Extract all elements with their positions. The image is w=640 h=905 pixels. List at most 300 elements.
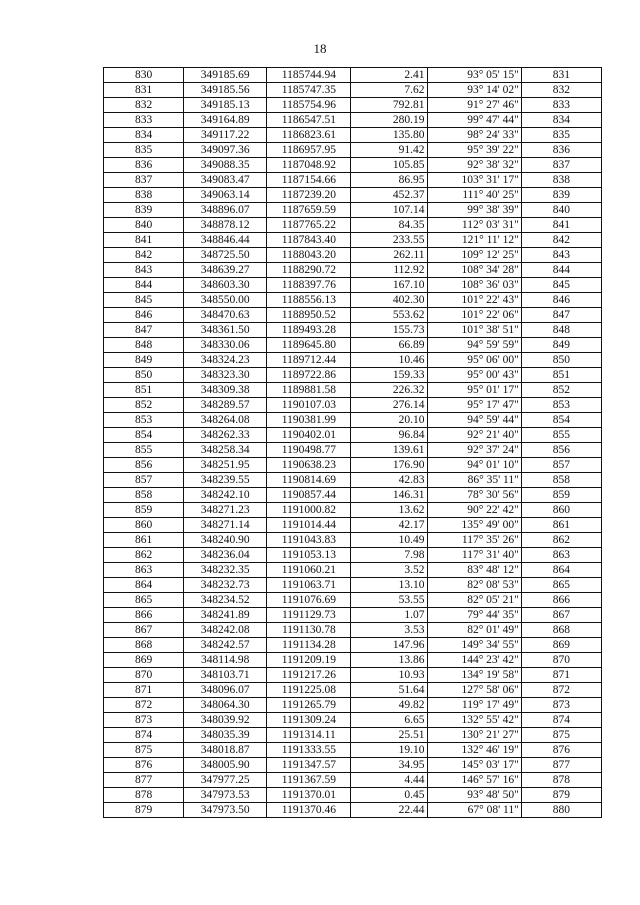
point-from-cell: 837 bbox=[104, 173, 184, 188]
point-from-cell: 833 bbox=[104, 113, 184, 128]
segment-length-cell: 139.61 bbox=[351, 443, 427, 458]
segment-length-cell: 4.44 bbox=[351, 773, 427, 788]
x-coordinate-cell: 348289.57 bbox=[184, 398, 267, 413]
bearing-angle-cell: 93° 14' 02" bbox=[427, 83, 521, 98]
point-from-cell: 843 bbox=[104, 263, 184, 278]
page-number: 18 bbox=[313, 41, 327, 56]
segment-length-cell: 51.64 bbox=[351, 683, 427, 698]
y-coordinate-cell: 1187154.66 bbox=[267, 173, 351, 188]
bearing-angle-cell: 121° 11' 12" bbox=[427, 233, 521, 248]
point-to-cell: 843 bbox=[521, 248, 601, 263]
table-row bbox=[104, 248, 602, 263]
table-row bbox=[104, 353, 602, 368]
bearing-angle-cell: 93° 05' 15" bbox=[427, 68, 521, 83]
table-row bbox=[104, 143, 602, 158]
x-coordinate-cell: 348234.52 bbox=[184, 593, 267, 608]
point-from-cell: 871 bbox=[104, 683, 184, 698]
point-from-cell: 842 bbox=[104, 248, 184, 263]
segment-length-cell: 276.14 bbox=[351, 398, 427, 413]
table-row bbox=[104, 278, 602, 293]
table-row bbox=[104, 323, 602, 338]
segment-length-cell: 233.55 bbox=[351, 233, 427, 248]
point-to-cell: 835 bbox=[521, 128, 601, 143]
point-from-cell: 839 bbox=[104, 203, 184, 218]
table-row bbox=[104, 518, 602, 533]
point-from-cell: 845 bbox=[104, 293, 184, 308]
x-coordinate-cell: 348018.87 bbox=[184, 743, 267, 758]
table-row bbox=[104, 173, 602, 188]
point-to-cell: 842 bbox=[521, 233, 601, 248]
segment-length-cell: 7.98 bbox=[351, 548, 427, 563]
point-from-cell: 840 bbox=[104, 218, 184, 233]
y-coordinate-cell: 1187765.22 bbox=[267, 218, 351, 233]
segment-length-cell: 34.95 bbox=[351, 758, 427, 773]
point-from-cell: 849 bbox=[104, 353, 184, 368]
x-coordinate-cell: 348251.95 bbox=[184, 458, 267, 473]
point-to-cell: 840 bbox=[521, 203, 601, 218]
point-to-cell: 880 bbox=[521, 803, 601, 818]
point-to-cell: 879 bbox=[521, 788, 601, 803]
x-coordinate-cell: 348361.50 bbox=[184, 323, 267, 338]
segment-length-cell: 25.51 bbox=[351, 728, 427, 743]
y-coordinate-cell: 1186823.61 bbox=[267, 128, 351, 143]
point-from-cell: 870 bbox=[104, 668, 184, 683]
x-coordinate-cell: 348240.90 bbox=[184, 533, 267, 548]
y-coordinate-cell: 1188290.72 bbox=[267, 263, 351, 278]
x-coordinate-cell: 348550.00 bbox=[184, 293, 267, 308]
point-from-cell: 852 bbox=[104, 398, 184, 413]
bearing-angle-cell: 67° 08' 11" bbox=[427, 803, 521, 818]
segment-length-cell: 10.46 bbox=[351, 353, 427, 368]
bearing-angle-cell: 108° 34' 28" bbox=[427, 263, 521, 278]
segment-length-cell: 280.19 bbox=[351, 113, 427, 128]
point-to-cell: 873 bbox=[521, 698, 601, 713]
point-from-cell: 838 bbox=[104, 188, 184, 203]
point-from-cell: 846 bbox=[104, 308, 184, 323]
point-from-cell: 834 bbox=[104, 128, 184, 143]
y-coordinate-cell: 1190107.03 bbox=[267, 398, 351, 413]
x-coordinate-cell: 347973.53 bbox=[184, 788, 267, 803]
x-coordinate-cell: 348639.27 bbox=[184, 263, 267, 278]
y-coordinate-cell: 1191130.78 bbox=[267, 623, 351, 638]
point-from-cell: 831 bbox=[104, 83, 184, 98]
point-from-cell: 854 bbox=[104, 428, 184, 443]
bearing-angle-cell: 94° 59' 44" bbox=[427, 413, 521, 428]
segment-length-cell: 6.65 bbox=[351, 713, 427, 728]
x-coordinate-cell: 348725.50 bbox=[184, 248, 267, 263]
bearing-angle-cell: 132° 55' 42" bbox=[427, 713, 521, 728]
table-row bbox=[104, 698, 602, 713]
point-to-cell: 853 bbox=[521, 398, 601, 413]
table-row bbox=[104, 578, 602, 593]
table-row bbox=[104, 653, 602, 668]
y-coordinate-cell: 1187659.59 bbox=[267, 203, 351, 218]
y-coordinate-cell: 1189712.44 bbox=[267, 353, 351, 368]
y-coordinate-cell: 1187239.20 bbox=[267, 188, 351, 203]
segment-length-cell: 86.95 bbox=[351, 173, 427, 188]
y-coordinate-cell: 1189722.86 bbox=[267, 368, 351, 383]
segment-length-cell: 167.10 bbox=[351, 278, 427, 293]
y-coordinate-cell: 1191076.69 bbox=[267, 593, 351, 608]
table-row bbox=[104, 638, 602, 653]
table-row bbox=[104, 728, 602, 743]
table-row bbox=[104, 428, 602, 443]
x-coordinate-cell: 348330.06 bbox=[184, 338, 267, 353]
point-from-cell: 865 bbox=[104, 593, 184, 608]
segment-length-cell: 135.80 bbox=[351, 128, 427, 143]
y-coordinate-cell: 1188950.52 bbox=[267, 308, 351, 323]
bearing-angle-cell: 95° 39' 22" bbox=[427, 143, 521, 158]
y-coordinate-cell: 1191370.01 bbox=[267, 788, 351, 803]
y-coordinate-cell: 1191217.26 bbox=[267, 668, 351, 683]
segment-length-cell: 10.49 bbox=[351, 533, 427, 548]
table-row bbox=[104, 443, 602, 458]
y-coordinate-cell: 1191043.83 bbox=[267, 533, 351, 548]
point-to-cell: 870 bbox=[521, 653, 601, 668]
bearing-angle-cell: 146° 57' 16" bbox=[427, 773, 521, 788]
bearing-angle-cell: 111° 40' 25" bbox=[427, 188, 521, 203]
bearing-angle-cell: 108° 36' 03" bbox=[427, 278, 521, 293]
x-coordinate-cell: 349088.35 bbox=[184, 158, 267, 173]
coordinates-table-body bbox=[104, 68, 602, 818]
point-to-cell: 850 bbox=[521, 353, 601, 368]
y-coordinate-cell: 1191053.13 bbox=[267, 548, 351, 563]
bearing-angle-cell: 101° 22' 06" bbox=[427, 308, 521, 323]
segment-length-cell: 20.10 bbox=[351, 413, 427, 428]
bearing-angle-cell: 95° 17' 47" bbox=[427, 398, 521, 413]
x-coordinate-cell: 348232.35 bbox=[184, 563, 267, 578]
table-row bbox=[104, 593, 602, 608]
x-coordinate-cell: 349097.36 bbox=[184, 143, 267, 158]
table-row bbox=[104, 83, 602, 98]
point-to-cell: 856 bbox=[521, 443, 601, 458]
x-coordinate-cell: 348603.30 bbox=[184, 278, 267, 293]
point-from-cell: 835 bbox=[104, 143, 184, 158]
y-coordinate-cell: 1191370.46 bbox=[267, 803, 351, 818]
point-to-cell: 847 bbox=[521, 308, 601, 323]
x-coordinate-cell: 348236.04 bbox=[184, 548, 267, 563]
table-row bbox=[104, 233, 602, 248]
point-from-cell: 850 bbox=[104, 368, 184, 383]
segment-length-cell: 107.14 bbox=[351, 203, 427, 218]
x-coordinate-cell: 348271.23 bbox=[184, 503, 267, 518]
point-to-cell: 845 bbox=[521, 278, 601, 293]
x-coordinate-cell: 349083.47 bbox=[184, 173, 267, 188]
segment-length-cell: 42.83 bbox=[351, 473, 427, 488]
point-from-cell: 877 bbox=[104, 773, 184, 788]
table-row bbox=[104, 488, 602, 503]
point-to-cell: 863 bbox=[521, 548, 601, 563]
x-coordinate-cell: 349117.22 bbox=[184, 128, 267, 143]
point-to-cell: 860 bbox=[521, 503, 601, 518]
coordinates-table bbox=[103, 67, 602, 818]
table-row bbox=[104, 548, 602, 563]
point-to-cell: 862 bbox=[521, 533, 601, 548]
x-coordinate-cell: 348846.44 bbox=[184, 233, 267, 248]
bearing-angle-cell: 117° 31' 40" bbox=[427, 548, 521, 563]
x-coordinate-cell: 348262.33 bbox=[184, 428, 267, 443]
x-coordinate-cell: 348096.07 bbox=[184, 683, 267, 698]
bearing-angle-cell: 95° 00' 43" bbox=[427, 368, 521, 383]
y-coordinate-cell: 1186957.95 bbox=[267, 143, 351, 158]
segment-length-cell: 66.89 bbox=[351, 338, 427, 353]
x-coordinate-cell: 348324.23 bbox=[184, 353, 267, 368]
table-row bbox=[104, 788, 602, 803]
point-from-cell: 860 bbox=[104, 518, 184, 533]
point-to-cell: 864 bbox=[521, 563, 601, 578]
point-from-cell: 855 bbox=[104, 443, 184, 458]
bearing-angle-cell: 78° 30' 56" bbox=[427, 488, 521, 503]
bearing-angle-cell: 145° 03' 17" bbox=[427, 758, 521, 773]
table-row bbox=[104, 203, 602, 218]
point-from-cell: 844 bbox=[104, 278, 184, 293]
x-coordinate-cell: 348271.14 bbox=[184, 518, 267, 533]
y-coordinate-cell: 1187048.92 bbox=[267, 158, 351, 173]
point-to-cell: 869 bbox=[521, 638, 601, 653]
segment-length-cell: 553.62 bbox=[351, 308, 427, 323]
bearing-angle-cell: 95° 06' 00" bbox=[427, 353, 521, 368]
segment-length-cell: 0.45 bbox=[351, 788, 427, 803]
table-row bbox=[104, 683, 602, 698]
segment-length-cell: 452.37 bbox=[351, 188, 427, 203]
x-coordinate-cell: 349185.56 bbox=[184, 83, 267, 98]
point-from-cell: 836 bbox=[104, 158, 184, 173]
point-to-cell: 871 bbox=[521, 668, 601, 683]
y-coordinate-cell: 1185754.96 bbox=[267, 98, 351, 113]
x-coordinate-cell: 348470.63 bbox=[184, 308, 267, 323]
segment-length-cell: 3.53 bbox=[351, 623, 427, 638]
y-coordinate-cell: 1186547.51 bbox=[267, 113, 351, 128]
segment-length-cell: 96.84 bbox=[351, 428, 427, 443]
bearing-angle-cell: 92° 38' 32" bbox=[427, 158, 521, 173]
point-from-cell: 875 bbox=[104, 743, 184, 758]
y-coordinate-cell: 1189645.80 bbox=[267, 338, 351, 353]
bearing-angle-cell: 117° 35' 26" bbox=[427, 533, 521, 548]
x-coordinate-cell: 348005.90 bbox=[184, 758, 267, 773]
y-coordinate-cell: 1188397.76 bbox=[267, 278, 351, 293]
bearing-angle-cell: 101° 22' 43" bbox=[427, 293, 521, 308]
x-coordinate-cell: 348264.08 bbox=[184, 413, 267, 428]
point-from-cell: 868 bbox=[104, 638, 184, 653]
point-from-cell: 830 bbox=[104, 68, 184, 83]
bearing-angle-cell: 103° 31' 17" bbox=[427, 173, 521, 188]
x-coordinate-cell: 348309.38 bbox=[184, 383, 267, 398]
table-row bbox=[104, 263, 602, 278]
x-coordinate-cell: 348258.34 bbox=[184, 443, 267, 458]
y-coordinate-cell: 1190857.44 bbox=[267, 488, 351, 503]
table-row bbox=[104, 308, 602, 323]
point-to-cell: 867 bbox=[521, 608, 601, 623]
point-to-cell: 877 bbox=[521, 758, 601, 773]
table-row bbox=[104, 398, 602, 413]
table-row bbox=[104, 383, 602, 398]
point-to-cell: 876 bbox=[521, 743, 601, 758]
bearing-angle-cell: 83° 48' 12" bbox=[427, 563, 521, 578]
point-to-cell: 841 bbox=[521, 218, 601, 233]
bearing-angle-cell: 130° 21' 27" bbox=[427, 728, 521, 743]
segment-length-cell: 19.10 bbox=[351, 743, 427, 758]
bearing-angle-cell: 119° 17' 49" bbox=[427, 698, 521, 713]
point-from-cell: 867 bbox=[104, 623, 184, 638]
bearing-angle-cell: 99° 47' 44" bbox=[427, 113, 521, 128]
x-coordinate-cell: 349063.14 bbox=[184, 188, 267, 203]
point-to-cell: 859 bbox=[521, 488, 601, 503]
point-from-cell: 866 bbox=[104, 608, 184, 623]
segment-length-cell: 147.96 bbox=[351, 638, 427, 653]
x-coordinate-cell: 348232.73 bbox=[184, 578, 267, 593]
point-to-cell: 832 bbox=[521, 83, 601, 98]
y-coordinate-cell: 1191134.28 bbox=[267, 638, 351, 653]
y-coordinate-cell: 1190381.99 bbox=[267, 413, 351, 428]
point-from-cell: 878 bbox=[104, 788, 184, 803]
bearing-angle-cell: 82° 05' 21" bbox=[427, 593, 521, 608]
point-from-cell: 858 bbox=[104, 488, 184, 503]
point-from-cell: 859 bbox=[104, 503, 184, 518]
table-row bbox=[104, 713, 602, 728]
x-coordinate-cell: 349185.69 bbox=[184, 68, 267, 83]
x-coordinate-cell: 347977.25 bbox=[184, 773, 267, 788]
table-row bbox=[104, 623, 602, 638]
x-coordinate-cell: 348323.30 bbox=[184, 368, 267, 383]
x-coordinate-cell: 348878.12 bbox=[184, 218, 267, 233]
segment-length-cell: 10.93 bbox=[351, 668, 427, 683]
y-coordinate-cell: 1185747.35 bbox=[267, 83, 351, 98]
x-coordinate-cell: 348896.07 bbox=[184, 203, 267, 218]
bearing-angle-cell: 144° 23' 42" bbox=[427, 653, 521, 668]
bearing-angle-cell: 134° 19' 58" bbox=[427, 668, 521, 683]
y-coordinate-cell: 1191225.08 bbox=[267, 683, 351, 698]
segment-length-cell: 105.85 bbox=[351, 158, 427, 173]
point-to-cell: 865 bbox=[521, 578, 601, 593]
bearing-angle-cell: 82° 08' 53" bbox=[427, 578, 521, 593]
bearing-angle-cell: 149° 34' 55" bbox=[427, 638, 521, 653]
point-to-cell: 852 bbox=[521, 383, 601, 398]
table-row bbox=[104, 293, 602, 308]
point-to-cell: 836 bbox=[521, 143, 601, 158]
table-row bbox=[104, 608, 602, 623]
bearing-angle-cell: 112° 03' 31" bbox=[427, 218, 521, 233]
segment-length-cell: 13.10 bbox=[351, 578, 427, 593]
point-to-cell: 855 bbox=[521, 428, 601, 443]
bearing-angle-cell: 132° 46' 19" bbox=[427, 743, 521, 758]
bearing-angle-cell: 79° 44' 35" bbox=[427, 608, 521, 623]
y-coordinate-cell: 1191060.21 bbox=[267, 563, 351, 578]
point-from-cell: 873 bbox=[104, 713, 184, 728]
bearing-angle-cell: 94° 01' 10" bbox=[427, 458, 521, 473]
y-coordinate-cell: 1187843.40 bbox=[267, 233, 351, 248]
point-to-cell: 838 bbox=[521, 173, 601, 188]
x-coordinate-cell: 348064.30 bbox=[184, 698, 267, 713]
point-from-cell: 872 bbox=[104, 698, 184, 713]
y-coordinate-cell: 1191014.44 bbox=[267, 518, 351, 533]
x-coordinate-cell: 348239.55 bbox=[184, 473, 267, 488]
point-to-cell: 854 bbox=[521, 413, 601, 428]
point-from-cell: 853 bbox=[104, 413, 184, 428]
point-from-cell: 841 bbox=[104, 233, 184, 248]
point-to-cell: 872 bbox=[521, 683, 601, 698]
segment-length-cell: 2.41 bbox=[351, 68, 427, 83]
point-to-cell: 849 bbox=[521, 338, 601, 353]
point-to-cell: 844 bbox=[521, 263, 601, 278]
y-coordinate-cell: 1190402.01 bbox=[267, 428, 351, 443]
segment-length-cell: 155.73 bbox=[351, 323, 427, 338]
point-from-cell: 869 bbox=[104, 653, 184, 668]
x-coordinate-cell: 349164.89 bbox=[184, 113, 267, 128]
table-row bbox=[104, 668, 602, 683]
bearing-angle-cell: 82° 01' 49" bbox=[427, 623, 521, 638]
x-coordinate-cell: 348039.92 bbox=[184, 713, 267, 728]
bearing-angle-cell: 91° 27' 46" bbox=[427, 98, 521, 113]
table-row bbox=[104, 773, 602, 788]
point-to-cell: 866 bbox=[521, 593, 601, 608]
table-row bbox=[104, 128, 602, 143]
x-coordinate-cell: 348103.71 bbox=[184, 668, 267, 683]
table-row bbox=[104, 458, 602, 473]
x-coordinate-cell: 348242.10 bbox=[184, 488, 267, 503]
point-to-cell: 868 bbox=[521, 623, 601, 638]
bearing-angle-cell: 99° 38' 39" bbox=[427, 203, 521, 218]
y-coordinate-cell: 1191333.55 bbox=[267, 743, 351, 758]
y-coordinate-cell: 1191209.19 bbox=[267, 653, 351, 668]
x-coordinate-cell: 348242.57 bbox=[184, 638, 267, 653]
x-coordinate-cell: 348114.98 bbox=[184, 653, 267, 668]
point-from-cell: 863 bbox=[104, 563, 184, 578]
y-coordinate-cell: 1191367.59 bbox=[267, 773, 351, 788]
bearing-angle-cell: 86° 35' 11" bbox=[427, 473, 521, 488]
y-coordinate-cell: 1189881.58 bbox=[267, 383, 351, 398]
segment-length-cell: 22.44 bbox=[351, 803, 427, 818]
point-from-cell: 864 bbox=[104, 578, 184, 593]
bearing-angle-cell: 98° 24' 33" bbox=[427, 128, 521, 143]
segment-length-cell: 112.92 bbox=[351, 263, 427, 278]
point-from-cell: 876 bbox=[104, 758, 184, 773]
point-to-cell: 874 bbox=[521, 713, 601, 728]
table-row bbox=[104, 758, 602, 773]
x-coordinate-cell: 349185.13 bbox=[184, 98, 267, 113]
point-to-cell: 846 bbox=[521, 293, 601, 308]
y-coordinate-cell: 1190814.69 bbox=[267, 473, 351, 488]
table-row bbox=[104, 563, 602, 578]
segment-length-cell: 159.33 bbox=[351, 368, 427, 383]
y-coordinate-cell: 1191309.24 bbox=[267, 713, 351, 728]
segment-length-cell: 53.55 bbox=[351, 593, 427, 608]
y-coordinate-cell: 1185744.94 bbox=[267, 68, 351, 83]
segment-length-cell: 226.32 bbox=[351, 383, 427, 398]
segment-length-cell: 792.81 bbox=[351, 98, 427, 113]
table-row bbox=[104, 503, 602, 518]
segment-length-cell: 84.35 bbox=[351, 218, 427, 233]
point-from-cell: 857 bbox=[104, 473, 184, 488]
bearing-angle-cell: 109° 12' 25" bbox=[427, 248, 521, 263]
point-to-cell: 875 bbox=[521, 728, 601, 743]
segment-length-cell: 49.82 bbox=[351, 698, 427, 713]
segment-length-cell: 91.42 bbox=[351, 143, 427, 158]
y-coordinate-cell: 1191347.57 bbox=[267, 758, 351, 773]
table-row bbox=[104, 368, 602, 383]
table-row bbox=[104, 338, 602, 353]
bearing-angle-cell: 95° 01' 17" bbox=[427, 383, 521, 398]
y-coordinate-cell: 1188043.20 bbox=[267, 248, 351, 263]
point-to-cell: 831 bbox=[521, 68, 601, 83]
bearing-angle-cell: 92° 21' 40" bbox=[427, 428, 521, 443]
segment-length-cell: 262.11 bbox=[351, 248, 427, 263]
x-coordinate-cell: 348035.39 bbox=[184, 728, 267, 743]
point-to-cell: 878 bbox=[521, 773, 601, 788]
y-coordinate-cell: 1191000.82 bbox=[267, 503, 351, 518]
table-row bbox=[104, 113, 602, 128]
y-coordinate-cell: 1190638.23 bbox=[267, 458, 351, 473]
bearing-angle-cell: 92° 37' 24" bbox=[427, 443, 521, 458]
